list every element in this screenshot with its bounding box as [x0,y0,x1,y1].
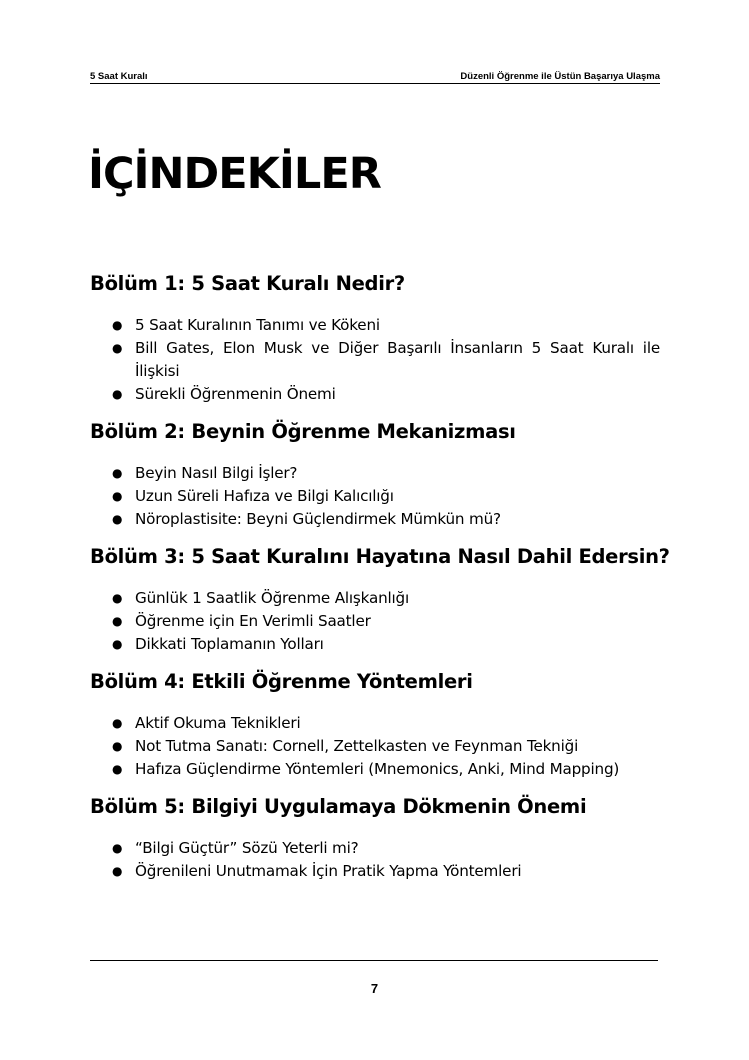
chapter-title: Bölüm 5: Bilgiyi Uygulamaya Dökmenin Önemi [90,795,587,818]
bullet-icon: ● [112,762,123,776]
chapter-3 [90,541,670,656]
topic-text: Hafıza Güçlendirme Yöntemleri (Mnemonics, Anki, Mind Mapping) [135,760,620,778]
list-item [90,485,660,508]
chapter-title: Bölüm 4: Etkili Öğrenme Yöntemleri [90,670,473,693]
running-header [90,69,660,84]
list-item [90,712,660,735]
topic-text: Günlük 1 Saatlik Öğrenme Alışkanlığı [135,589,409,607]
topic-text: Dikkati Toplamanın Yolları [135,635,324,653]
topic-list [90,712,660,781]
topic-list [90,462,660,531]
bullet-icon: ● [112,614,123,628]
bullet-icon: ● [112,739,123,753]
chapter-title: Bölüm 3: 5 Saat Kuralını Hayatına Nasıl Dahil Edersin? [90,545,670,568]
list-item [90,758,660,781]
chapter-2 [90,416,660,531]
topic-text: 5 Saat Kuralının Tanımı ve Kökeni [135,316,380,334]
topic-text: Uzun Süreli Hafıza ve Bilgi Kalıcılığı [135,487,394,505]
bullet-icon: ● [112,512,123,526]
chapter-title: Bölüm 1: 5 Saat Kuralı Nedir? [90,272,405,295]
list-item [90,587,660,610]
bullet-icon: ● [112,716,123,730]
topic-text: “Bilgi Güçtür” Sözü Yeterli mi? [135,839,359,857]
list-item [90,735,660,758]
bullet-icon: ● [112,387,123,401]
list-item [90,860,660,883]
header-book-title: 5 Saat Kuralı [90,71,148,82]
topic-text: Beyin Nasıl Bilgi İşler? [135,464,298,482]
chapter-1 [90,268,660,406]
bullet-icon: ● [112,489,123,503]
list-item [90,633,660,656]
bullet-icon: ● [112,466,123,480]
topic-text: Aktif Okuma Teknikleri [135,714,301,732]
topic-text: Sürekli Öğrenmenin Önemi [135,385,336,403]
topic-text: Öğrenme için En Verimli Saatler [135,612,371,630]
list-item [90,837,660,860]
list-item [90,462,660,485]
header-subtitle: Düzenli Öğrenme ile Üstün Başarıya Ulaşma [460,71,660,82]
page-title: İÇİNDEKİLER [88,149,381,199]
bullet-icon: ● [112,864,123,878]
footer-divider [90,960,658,961]
page-number: 7 [370,981,379,996]
bullet-icon: ● [112,591,123,605]
list-item [90,383,660,406]
chapter-4 [90,666,660,781]
bullet-icon: ● [112,637,123,651]
chapter-title: Bölüm 2: Beynin Öğrenme Mekanizması [90,420,516,443]
table-of-contents [90,268,670,893]
list-item [90,314,660,337]
chapter-5 [90,791,660,883]
topic-text: Öğrenileni Unutmamak İçin Pratik Yapma Yöntemleri [135,862,522,880]
list-item [90,610,660,633]
list-item [90,337,660,383]
list-item [90,508,660,531]
topic-text: Not Tutma Sanatı: Cornell, Zettelkasten ve Feynman Tekniği [135,737,579,755]
topic-list [90,837,660,883]
topic-text: Bill Gates, Elon Musk ve Diğer Başarılı İnsanların 5 Saat Kuralı ile İlişkisi [135,339,660,380]
topic-list [90,314,660,406]
bullet-icon: ● [112,318,123,332]
bullet-icon: ● [112,841,123,855]
topic-text: Nöroplastisite: Beyni Güçlendirmek Mümkün mü? [135,510,501,528]
topic-list [90,587,660,656]
bullet-icon: ● [112,341,123,355]
